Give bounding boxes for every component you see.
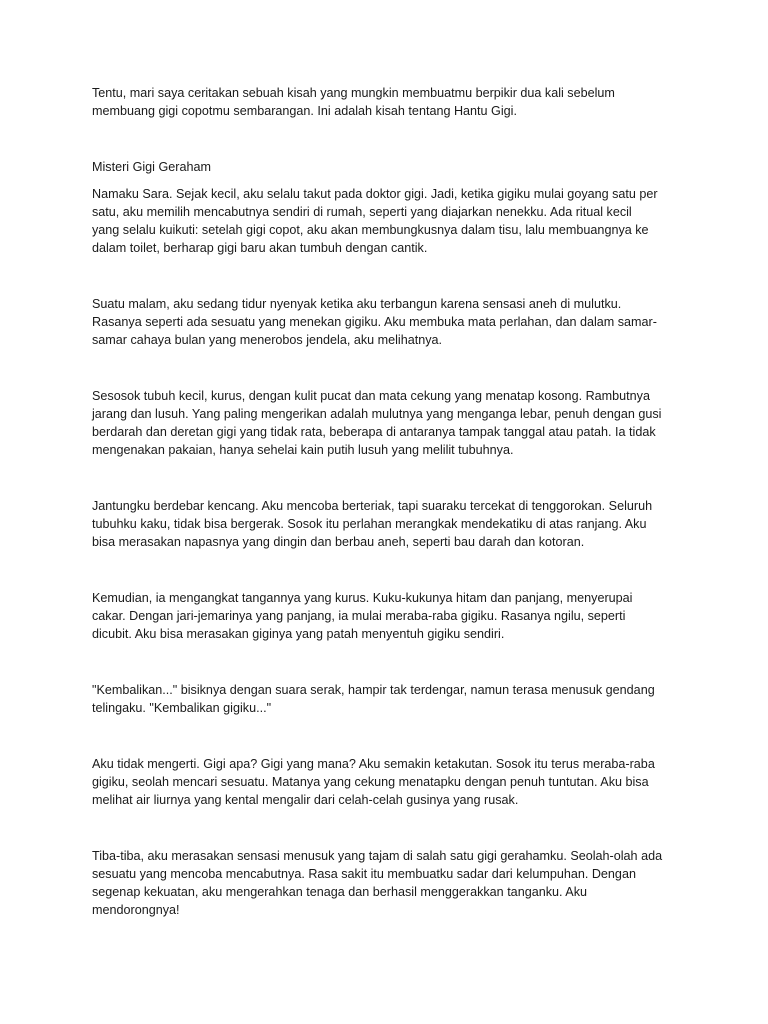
- paragraph-4: Jantungku berdebar kencang. Aku mencoba berteriak, tapi suaraku tercekat di tenggorokan. Seluruh tubuhku kaku, tidak bisa bergerak. Sosok itu perlahan merangkak mendekatiku di atas ranjang. Aku bisa merasakan napasnya yang dingin dan berbau aneh, seperti bau darah dan kotoran.: [92, 499, 653, 549]
- paragraph-8: Tiba-tiba, aku merasakan sensasi menusuk yang tajam di salah satu gigi gerahamku. Seolah-olah ada sesuatu yang mencoba mencabutnya. Rasa sakit itu membuatku sadar dari kelumpuhan. Dengan segenap kekuatan, aku mengerahkan tenaga dan berhasil menggerakkan tanganku. Aku mendorongnya!: [92, 849, 663, 917]
- document-page: [92, 84, 682, 919]
- intro-paragraph: Tentu, mari saya ceritakan sebuah kisah yang mungkin membuatmu berpikir dua kali sebelum membuang gigi copotmu sembarangan. Ini adalah kisah tentang Hantu Gigi.: [92, 86, 615, 118]
- paragraph-5: Kemudian, ia mengangkat tangannya yang kurus. Kuku-kukunya hitam dan panjang, menyerupai cakar. Dengan jari-jemarinya yang panjang, ia mulai meraba-raba gigiku. Rasanya ngilu, seperti dicubit. Aku bisa merasakan giginya yang patah menyentuh gigiku sendiri.: [92, 591, 633, 641]
- paragraph-2: Suatu malam, aku sedang tidur nyenyak ketika aku terbangun karena sensasi aneh di mulutku. Rasanya seperti ada sesuatu yang menekan gigiku. Aku membuka mata perlahan, dan dalam samar- samar cahaya bulan yang menerobos jendela, aku melihatnya.: [92, 297, 657, 347]
- paragraph-1: Namaku Sara. Sejak kecil, aku selalu takut pada doktor gigi. Jadi, ketika gigiku mulai goyang satu per satu, aku memilih mencabutnya sendiri di rumah, seperti yang diajarkan nenekku. Ada ritual kecil yang selalu kuikuti: setelah gigi copot, aku akan membungkusnya dalam tisu, lalu membuangnya ke dalam toilet, berharap gigi baru akan tumbuh dengan cantik.: [92, 187, 658, 255]
- paragraph-6: "Kembalikan..." bisiknya dengan suara serak, hampir tak terdengar, namun terasa menusuk gendang telingaku. "Kembalikan gigiku...": [92, 683, 655, 715]
- paragraph-7: Aku tidak mengerti. Gigi apa? Gigi yang mana? Aku semakin ketakutan. Sosok itu terus meraba-raba gigiku, seolah mencari sesuatu. Matanya yang cekung menatapku dengan penuh tuntutan. Aku bisa melihat air liurnya yang kental mengalir dari celah-celah gusinya yang rusak.: [92, 757, 655, 807]
- story-title: Misteri Gigi Geraham: [92, 160, 211, 174]
- paragraph-3: Sesosok tubuh kecil, kurus, dengan kulit pucat dan mata cekung yang menatap kosong. Rambutnya jarang dan lusuh. Yang paling mengerikan adalah mulutnya yang menganga lebar, penuh dengan gusi berdarah dan deretan gigi yang tidak rata, beberapa di antaranya tampak tanggal atau patah. Ia tidak mengenakan pakaian, hanya sehelai kain putih lusuh yang melilit tubuhnya.: [92, 389, 662, 457]
